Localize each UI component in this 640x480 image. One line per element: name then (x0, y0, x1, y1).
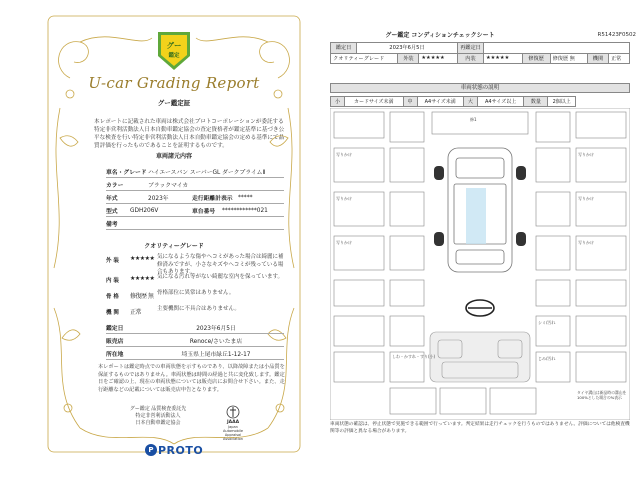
summary-table (330, 42, 630, 64)
color-value: ブラックマイカ (148, 183, 189, 189)
diagram-label-l3: 写りかけ (336, 240, 352, 245)
ext-stars: ★★★★★ (419, 53, 458, 64)
engine-desc: 主要機関に不具合はありません。 (157, 306, 240, 312)
jaaa-logo (218, 405, 248, 441)
report-brand-title: U-car Grading Report (88, 74, 260, 92)
tire-note: タイヤ溝山は新品時の溝山を100%とした場合の%表示 (577, 390, 627, 400)
engine-label-cell: 機関 (587, 53, 608, 64)
issuer-text (116, 406, 200, 427)
legend-count-value: 2個以上 (548, 97, 576, 107)
address-value: 埼玉県上尾市緑丘1-12-17 (181, 352, 251, 358)
date-label: 鑑定日 (331, 43, 357, 54)
address-label: 所在地 (106, 352, 124, 358)
sheet-title: グー鑑定 コンディションチェックシート (385, 32, 495, 39)
proto-logo-text: PROTO (158, 444, 204, 457)
svg-text:鑑定: 鑑定 (168, 53, 180, 59)
redate-value (483, 43, 629, 54)
legend-small: 小 (331, 97, 345, 107)
jaaa-label: JAAA (226, 420, 240, 425)
quality-section-title: クオリティーグレード (144, 243, 204, 250)
sheet-footer: 車両状態の確認は、停止状態で実施できる範囲で行っています。判定結果は走行チェックを行うものではありません。評価については他検査機関等の評価と異なる場合があります。 (330, 422, 630, 434)
diagram-label-r1: 写りかけ (578, 152, 594, 157)
year-value: 2023年 (148, 196, 169, 202)
model-value: GDH206V (130, 207, 159, 214)
name-grade-label: 車名・グレード (106, 170, 147, 176)
exterior-label: 外 装 (106, 258, 119, 264)
ext-label: 外装 (398, 53, 419, 64)
legend-count-label: 数量 (524, 97, 548, 107)
dealer-value: Renoce/さいたま店 (189, 339, 243, 345)
color-row (106, 179, 284, 191)
diagram-label-seat: シミ/汚れ (538, 320, 556, 325)
exterior-stars: ★★★★★ (130, 255, 155, 262)
disclaimer-note: 本レポートは鑑定時点での車両状態を示すものであり、以降故障または小品質を保証するものではありません。車両状態は時間の経過と共に変化致します。鑑定日をご確認の上、現在の車両状態については販売店にお問合せ下さい。また、走行距離などの記載については販売店申告となります。 (98, 364, 285, 393)
svg-text:グー: グー (166, 41, 182, 50)
legend-mid-desc: A4サイズ未満 (417, 97, 463, 107)
address-row (106, 348, 284, 360)
interior-label: 内 装 (106, 278, 119, 284)
repair-value: 修復歴 無 (550, 53, 587, 64)
quality-grade-label: クオリティーグレード (331, 53, 398, 64)
frame-desc: 骨格部位に異常はありません。 (157, 290, 235, 296)
condition-check-sheet (324, 30, 636, 450)
grading-certificate (40, 8, 308, 460)
name-grade-row (106, 166, 284, 178)
name-grade-value: ハイエースバン スーパーGL ダークプライムⅡ (148, 170, 266, 176)
dealer-label: 販売店 (106, 339, 124, 345)
damage-size-legend (330, 96, 576, 107)
vin-label: 車台番号 (192, 209, 216, 215)
frame-status: 修復歴 無 (130, 293, 154, 300)
int-stars: ★★★★★ (483, 53, 522, 64)
certificate-title: グー鑑定証 (157, 99, 191, 107)
engine-value-cell: 正常 (608, 53, 629, 64)
date-value: 2023年6月5日 (357, 43, 458, 54)
diagram-label-r3: 写りかけ (578, 240, 594, 245)
year-mileage-row (106, 192, 284, 204)
mileage-value: ***** (238, 194, 253, 201)
dealer-row (106, 335, 284, 347)
report-id: R51423F0502 (597, 32, 636, 38)
diagram-label-l1: 写りかけ (336, 152, 352, 157)
int-label: 内装 (457, 53, 483, 64)
interior-stars: ★★★★★ (130, 275, 155, 282)
legend-small-desc: カードサイズ未満 (345, 97, 404, 107)
legend-large-desc: A4サイズ以上 (477, 97, 523, 107)
legend-mid: 中 (403, 97, 417, 107)
goo-appraisal-badge-icon (154, 30, 194, 72)
issuer-lines: グー鑑定 品質検査委託先 特定非営利活動法人 日本自動車鑑定協会 (129, 406, 187, 426)
model-vin-row (106, 205, 284, 217)
color-label: カラー (106, 183, 124, 189)
engine-status: 正常 (130, 309, 142, 316)
legend-large: 大 (463, 97, 477, 107)
model-label: 型式 (106, 209, 118, 215)
remarks-row (106, 218, 284, 230)
diagram-label-r2: 写りかけ (578, 196, 594, 201)
jaaa-emblem-icon (226, 405, 240, 419)
appraisal-date-label: 鑑定日 (106, 326, 124, 332)
vin-value: ************021 (222, 207, 268, 214)
appraisal-date-value: 2023年6月5日 (196, 326, 236, 332)
frame-label: 骨 格 (106, 294, 119, 300)
interior-desc: 気になる汚れ等がない綺麗な室内を保っています。 (157, 274, 284, 280)
intro-text: 本レポートに記載された車両は株式会社プロトコーポレーションが委託する特定非営利活動法人日本自動車鑑定協会の査定資格者が鑑定基準に基づき公平な検査を行い特定非営利活動法人日本自動車鑑定協会の定める基準にて品質評価を行ったものであることを証明するものです。 (94, 119, 285, 149)
status-header: 車両状態の説明 (330, 83, 630, 93)
mileage-label: 走行距離計表示 (192, 196, 233, 202)
diagram-label-top: 修1 (470, 117, 477, 122)
remarks-label: 備考 (106, 222, 118, 228)
proto-logo-icon: P (145, 444, 157, 456)
jaaa-sub: Japan Automobile Appraisal Association (223, 425, 243, 441)
vehicle-section-title: 車両諸元内容 (155, 153, 192, 160)
appraisal-date-row (106, 322, 284, 334)
repair-label: 修復歴 (522, 53, 550, 64)
year-label: 年式 (106, 196, 118, 202)
vehicle-damage-diagram (330, 108, 630, 420)
diagram-label-floor: じみ/汚れ (538, 356, 556, 361)
engine-label: 機 関 (106, 310, 119, 316)
diagram-label-seat2: しわ・かすれ・すり(小) (392, 354, 436, 359)
redate-label: 再鑑定日 (457, 43, 483, 54)
exterior-desc: 気になるような傷やヘコミがあった場合は綺麗に補修済みですが、小さなキズやヘコミが残っている場合もあります。 (157, 254, 284, 275)
diagram-label-l2: 写りかけ (336, 196, 352, 201)
